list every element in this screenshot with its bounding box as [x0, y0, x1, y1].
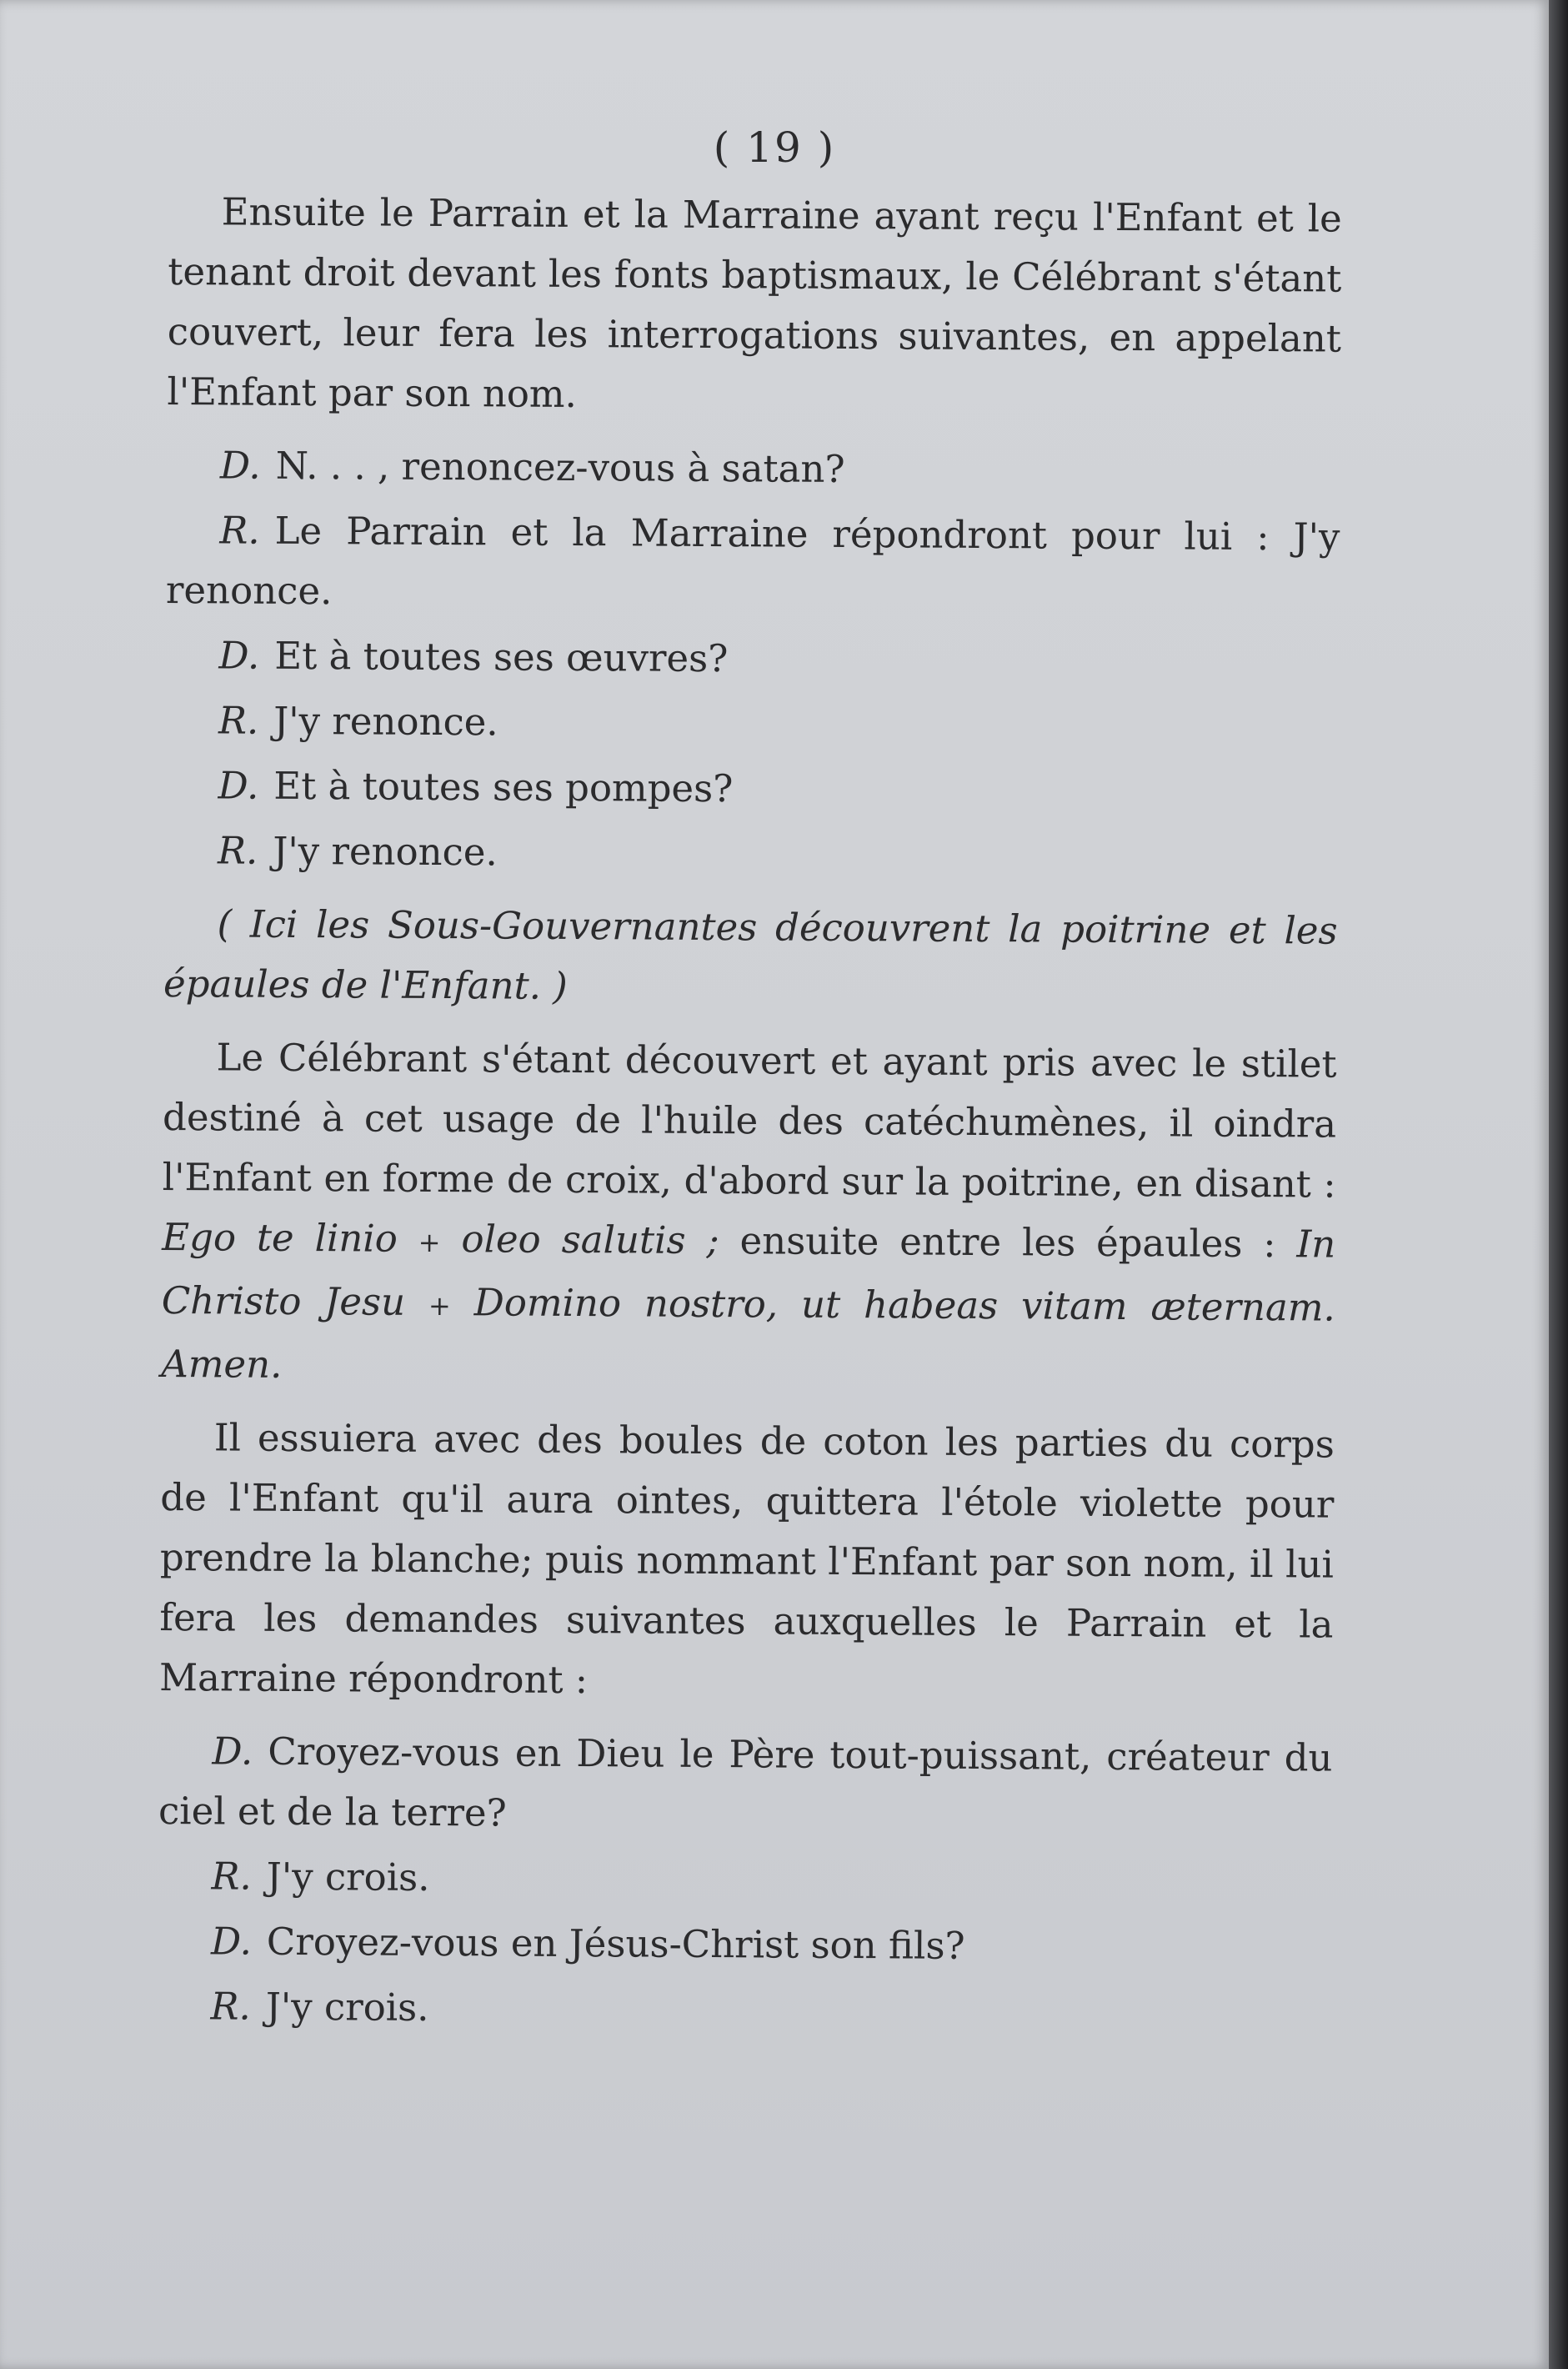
response-2: [165, 690, 1339, 758]
response-text: J'y renonce.: [273, 828, 498, 875]
response-4: [158, 1846, 1331, 1914]
page-number: ( 19 ): [713, 123, 836, 172]
response-mark: R.: [210, 1984, 251, 2029]
response-mark: R.: [211, 1854, 252, 1899]
latin-formula: In Christo Jesu: [161, 1222, 1336, 1324]
question-5: [158, 1911, 1331, 1979]
response-text: J'y crois.: [266, 1854, 430, 1900]
question-text: Et à toutes ses pompes?: [273, 763, 734, 811]
response-text: J'y renonce.: [273, 698, 498, 745]
response-1: [166, 500, 1340, 628]
wipe-paragraph: Il essuiera avec des boules de coton les parties du corps de l'Enfant qu'il aura ointes, quittera l'étole violette pour prendre la blanche; puis nommant l'Enfant par son nom, il lui fera les demandes suivantes auxquelles le Parrain et la Marraine répondront :: [158, 1415, 1335, 1703]
question-2: [165, 625, 1339, 693]
page-body: [157, 182, 1342, 2049]
question-text: Croyez-vous en Jésus-Christ son fils?: [266, 1919, 965, 1968]
response-3: [164, 821, 1338, 888]
question-mark: D.: [212, 1729, 253, 1774]
latin-formula: oleo salutis ;: [461, 1217, 719, 1263]
question-mark: D.: [218, 763, 259, 808]
question-text: N. . . , renoncez-vous à satan?: [275, 443, 845, 491]
latin-formula: Ego te linio: [162, 1214, 398, 1261]
anointing-paragraph: [161, 1027, 1337, 1402]
page-edge-shadow: [1549, 0, 1568, 2369]
question-mark: D.: [218, 633, 260, 678]
question-4: [158, 1721, 1333, 1849]
latin-formula: Domino nostro, ut habeas vitam æternam. Amen.: [161, 1280, 1335, 1387]
question-text: Et à toutes ses œuvres?: [274, 633, 729, 681]
response-5: [157, 1976, 1330, 2044]
anointing-text: Le Célébrant s'étant découvert et ayant pris avec le stilet destiné à cet usage de l'huile des catéchumènes, il oindra l'Enfant en forme de croix, d'abord sur la poitrine, en disant :: [162, 1035, 1337, 1207]
cross-symbol: +: [418, 1226, 441, 1259]
question-3: [164, 755, 1338, 823]
anointing-text: ensuite entre les épaules :: [739, 1218, 1276, 1267]
question-mark: D.: [210, 1919, 253, 1964]
intro-paragraph: Ensuite le Parrain et la Marraine ayant reçu l'Enfant et le tenant droit devant les fonts baptismaux, le Célébrant s'étant couvert, leur fera les interrogations suivantes, en appelant l'Enfant par son nom.: [167, 189, 1342, 416]
rubric-instruction: ( Ici les Sous-Gouvernantes découvrent la poitrine et les épaules de l'Enfant. ): [163, 901, 1338, 1008]
cross-symbol: +: [428, 1289, 451, 1323]
response-text: J'y crois.: [265, 1984, 429, 2030]
question-1: [167, 435, 1340, 503]
response-text: Le Parrain et la Marraine répondront pour lui : J'y renonce.: [165, 508, 1340, 614]
response-mark: R.: [217, 828, 258, 873]
response-mark: R.: [219, 508, 260, 553]
question-text: Croyez-vous en Dieu le Père tout-puissant, créateur du ciel et de la terre?: [158, 1729, 1333, 1835]
response-mark: R.: [218, 698, 259, 743]
question-mark: D.: [219, 443, 261, 488]
